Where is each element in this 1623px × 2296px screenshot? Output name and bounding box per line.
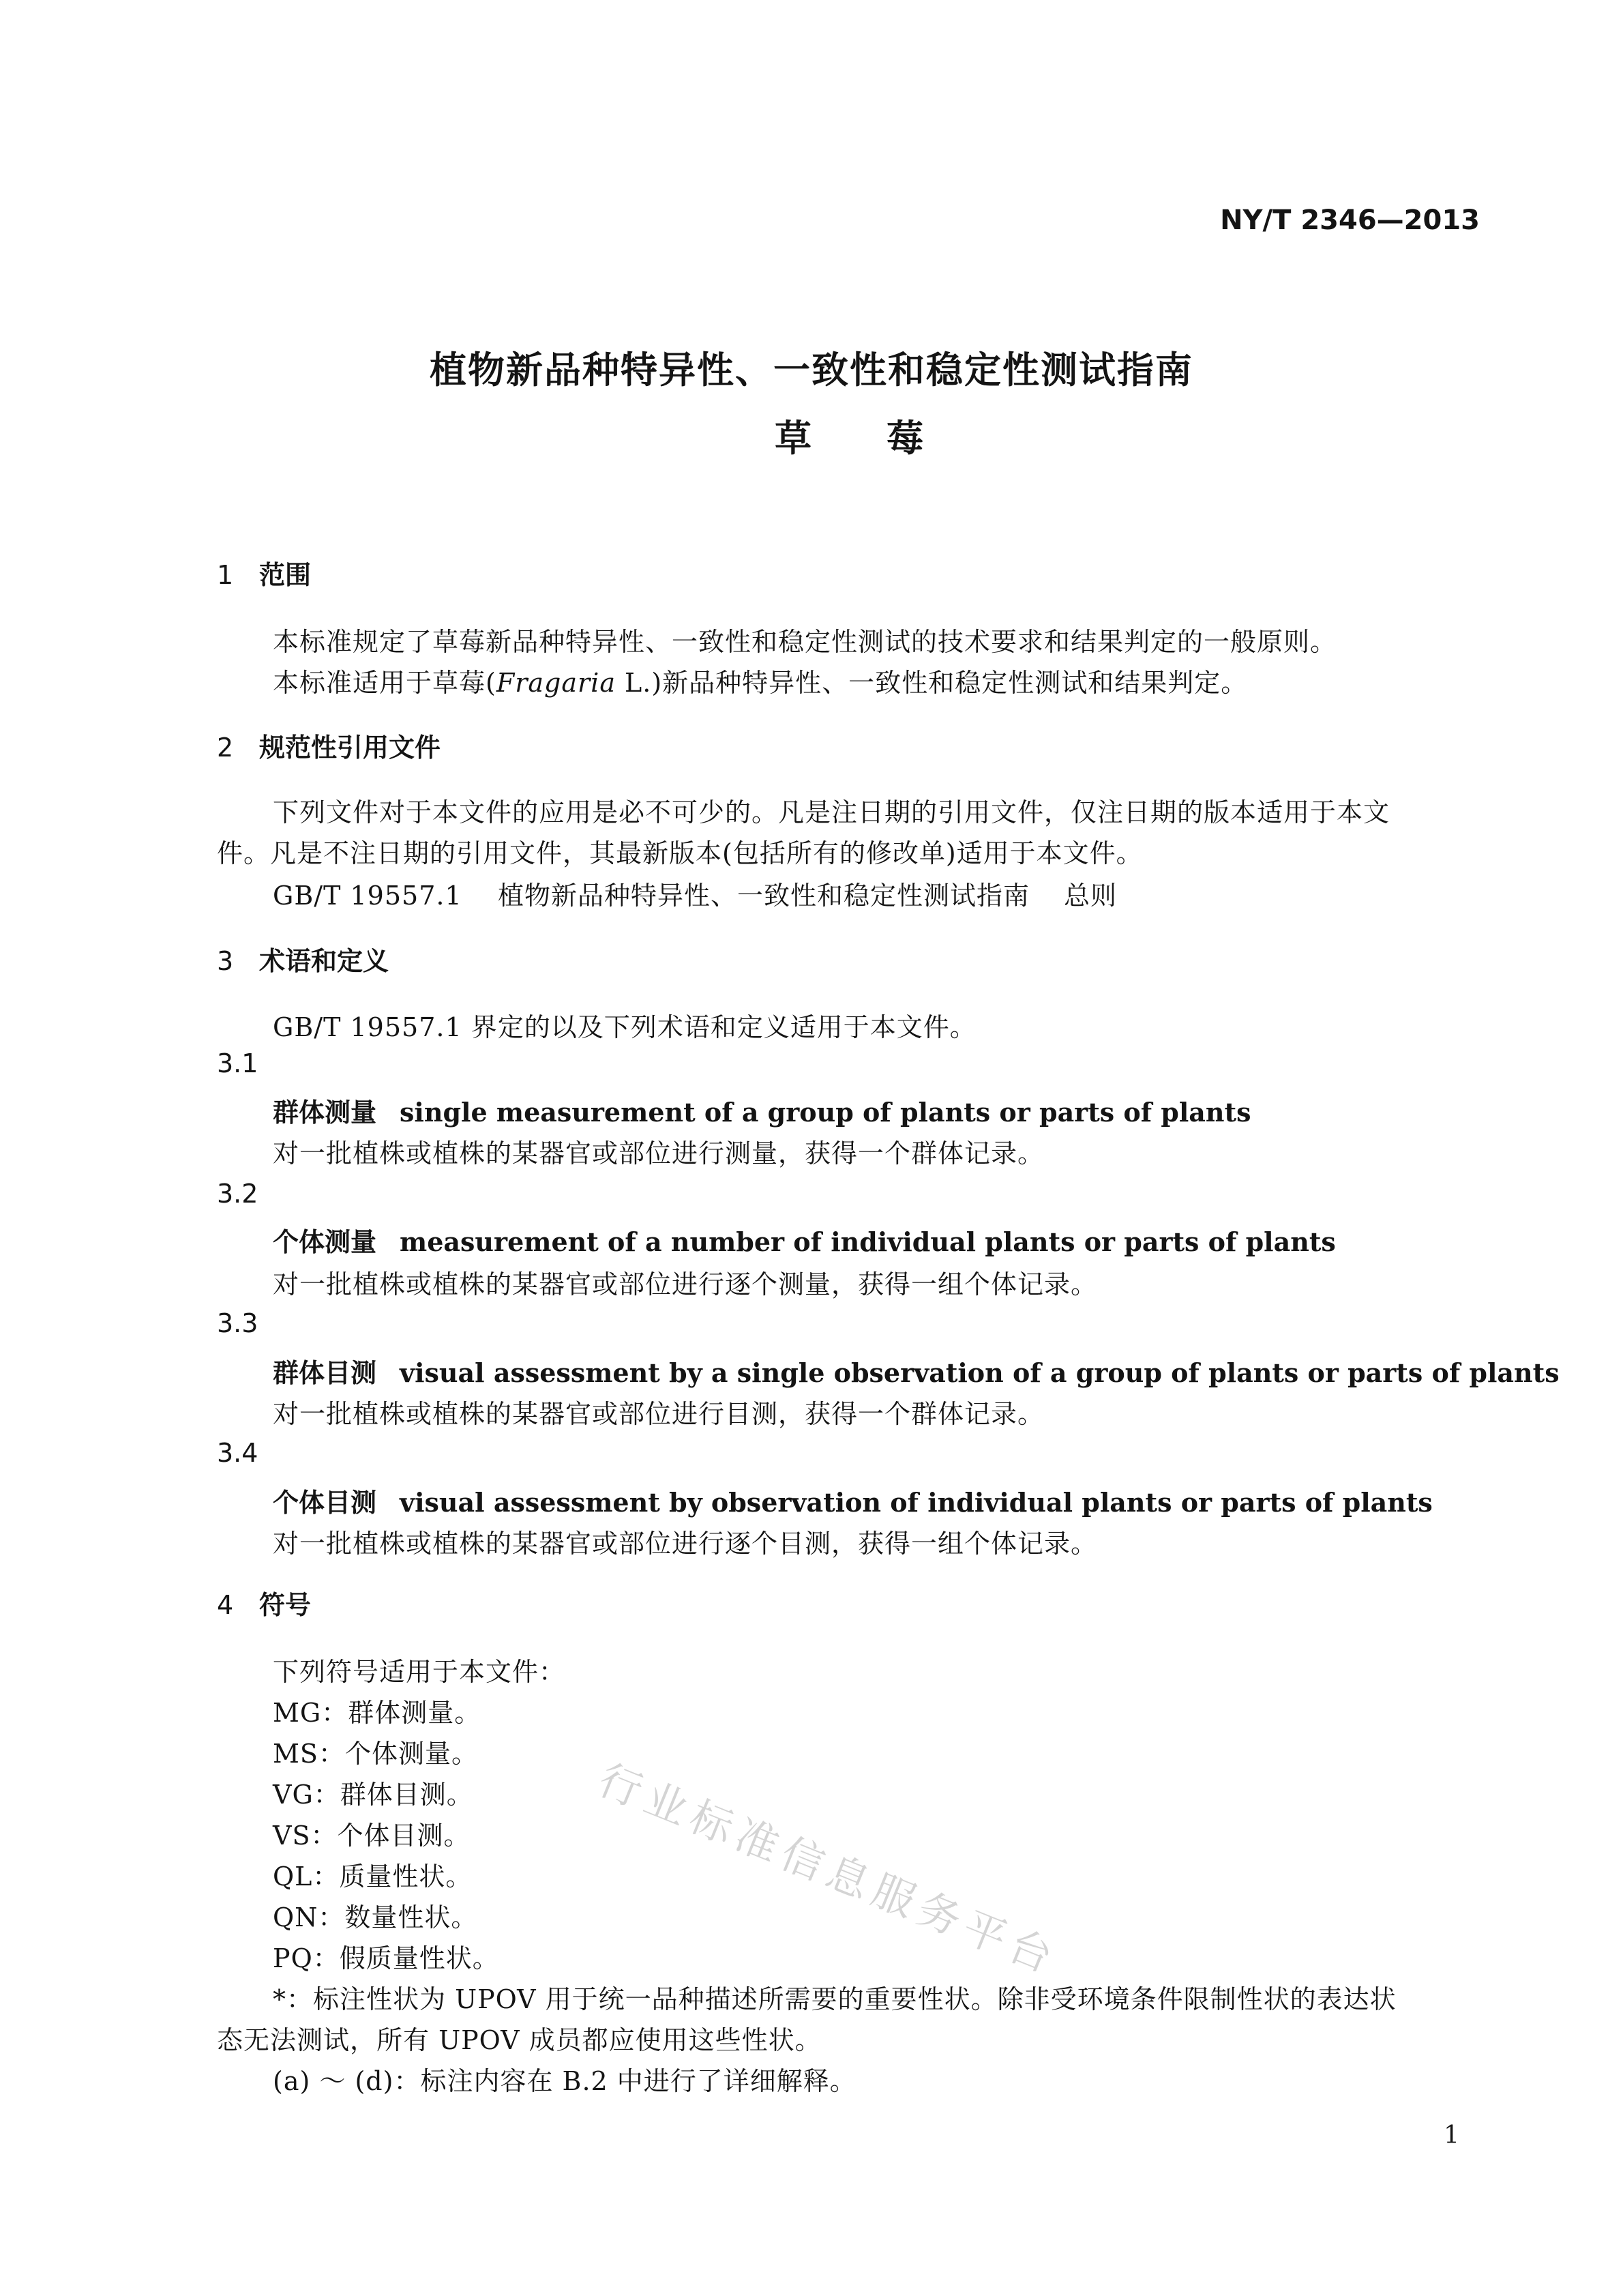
document-title: 植物新品种特异性、一致性和稳定性测试指南 — [430, 349, 1193, 392]
term-zh: 群体目测 — [273, 1358, 377, 1388]
symbol-item: VS：个体目测。 — [273, 1821, 471, 1851]
term-definition: 对一批植株或植株的某器官或部位进行逐个测量，获得一组个体记录。 — [273, 1269, 1098, 1299]
term-definition: 对一批植株或植株的某器官或部位进行测量，获得一个群体记录。 — [273, 1138, 1045, 1168]
term-en: visual assessment by observation of individual plants or parts of plants — [400, 1487, 1433, 1518]
section-title: 术语和定义 — [259, 946, 389, 976]
section-number: 4 — [217, 1590, 234, 1620]
term-entry — [273, 1352, 1560, 1389]
symbol-item: MS：个体测量。 — [273, 1739, 478, 1769]
paragraph — [273, 662, 1247, 699]
term-entry — [273, 1482, 1433, 1519]
symbol-item: VG：群体目测。 — [273, 1780, 473, 1810]
latin-name: Fragaria — [496, 668, 616, 698]
term-number: 3.3 — [217, 1308, 258, 1338]
term-en: single measurement of a group of plants or parts of plants — [400, 1097, 1251, 1128]
document-subtitle: 草莓 — [775, 417, 998, 460]
term-entry — [273, 1091, 1251, 1129]
paragraph: 下列文件对于本文件的应用是必不可少的。凡是注日期的引用文件，仅注日期的版本适用于本文 — [273, 797, 1390, 827]
section-4-heading — [217, 1584, 311, 1621]
normative-reference — [273, 874, 1117, 912]
section-3-heading — [217, 940, 389, 977]
paragraph: GB/T 19557.1 界定的以及下列术语和定义适用于本文件。 — [273, 1012, 977, 1042]
term-zh: 个体目测 — [273, 1488, 377, 1518]
text-run: 本标准适用于草莓( — [273, 668, 496, 698]
symbol-item: QN：数量性状。 — [273, 1902, 478, 1932]
reference-title: 植物新品种特异性、一致性和稳定性测试指南 — [498, 881, 1030, 911]
standard-number: NY/T 2346—2013 — [1220, 205, 1480, 236]
watermark: 行业标准信息服务平台 — [591, 1754, 1066, 1985]
paragraph: (a) ～ (d)：标注内容在 B.2 中进行了详细解释。 — [273, 2066, 857, 2096]
term-zh: 个体测量 — [273, 1227, 377, 1257]
paragraph-continuation: 态无法测试，所有 UPOV 成员都应使用这些性状。 — [217, 2025, 822, 2055]
symbol-item: MG：群体测量。 — [273, 1698, 481, 1728]
page-number: 1 — [1444, 2121, 1459, 2149]
term-number: 3.4 — [217, 1438, 258, 1468]
term-en: visual assessment by a single observation of a group of plants or parts of plants — [400, 1357, 1560, 1388]
section-number: 3 — [217, 946, 234, 976]
paragraph: *：标注性状为 UPOV 用于统一品种描述所需要的重要性状。除非受环境条件限制性状的表达状 — [273, 1984, 1397, 2014]
term-entry — [273, 1221, 1336, 1259]
symbol-item: PQ：假质量性状。 — [273, 1943, 499, 1973]
section-number: 2 — [217, 733, 234, 763]
text-run: L.)新品种特异性、一致性和稳定性测试和结果判定。 — [615, 668, 1248, 698]
section-title: 符号 — [259, 1590, 312, 1620]
reference-tail: 总则 — [1064, 881, 1118, 911]
section-number: 1 — [217, 560, 234, 590]
paragraph: 下列符号适用于本文件： — [273, 1657, 566, 1687]
section-title: 范围 — [259, 560, 312, 590]
reference-code: GB/T 19557.1 — [273, 881, 462, 911]
paragraph-continuation: 件。凡是不注日期的引用文件，其最新版本(包括所有的修改单)适用于本文件。 — [217, 838, 1143, 868]
term-definition: 对一批植株或植株的某器官或部位进行目测，获得一个群体记录。 — [273, 1399, 1045, 1429]
section-1-heading — [217, 554, 311, 591]
section-2-heading — [217, 726, 441, 764]
term-definition: 对一批植株或植株的某器官或部位进行逐个目测，获得一组个体记录。 — [273, 1529, 1098, 1559]
term-en: measurement of a number of individual plants or parts of plants — [400, 1226, 1336, 1257]
paragraph: 本标准规定了草莓新品种特异性、一致性和稳定性测试的技术要求和结果判定的一般原则。 — [273, 627, 1337, 657]
term-number: 3.2 — [217, 1179, 258, 1209]
term-number: 3.1 — [217, 1048, 258, 1078]
symbol-item: QL：质量性状。 — [273, 1861, 473, 1892]
section-title: 规范性引用文件 — [259, 733, 441, 763]
term-zh: 群体测量 — [273, 1098, 377, 1128]
